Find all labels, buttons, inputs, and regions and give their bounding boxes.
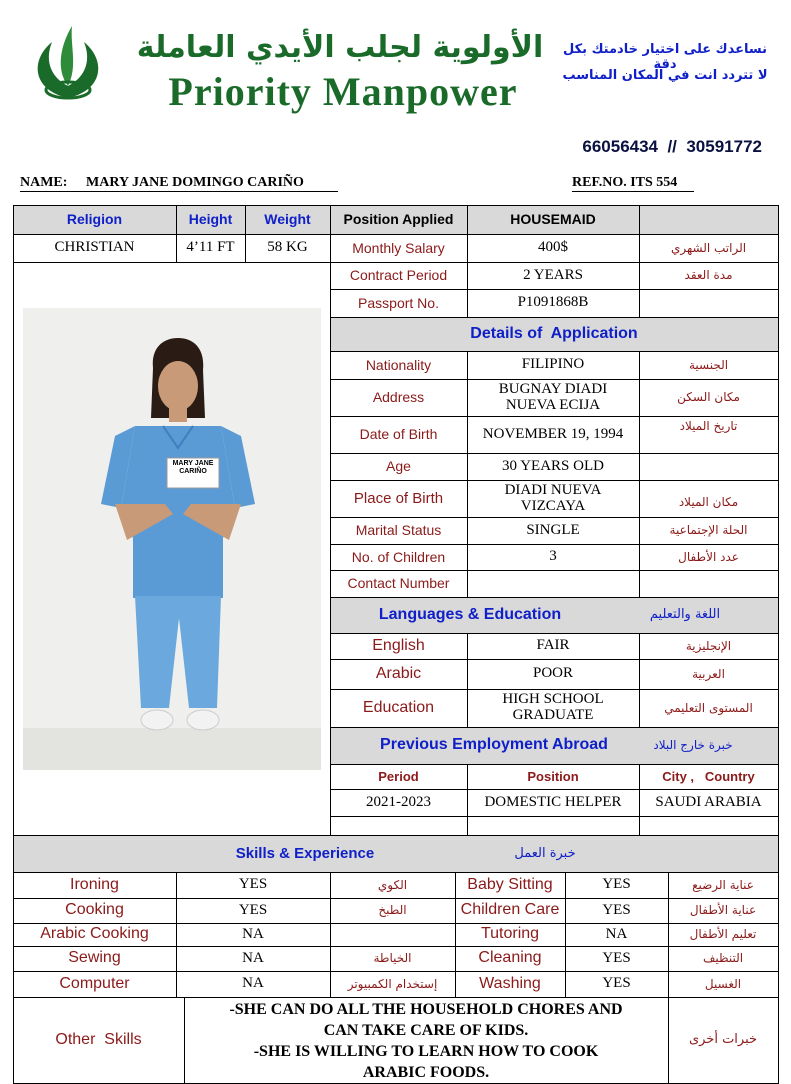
- nationality-label: Nationality: [365, 356, 432, 373]
- skill-arabic-cooking-value: NA: [242, 925, 264, 942]
- english-value: FAIR: [536, 637, 570, 654]
- height-value: 4’11 FT: [186, 239, 235, 256]
- skill-tutoring-label-ar: تعليم الأطفال: [689, 927, 757, 942]
- skill-cooking-value: YES: [238, 901, 268, 918]
- skill-ironing-value: YES: [238, 876, 268, 893]
- skill-ironing-label-ar: الكوي: [377, 877, 408, 892]
- dob-label-ar: تاريخ الميلاد: [679, 418, 738, 433]
- candidate-photo: [23, 308, 321, 770]
- position-applied-header: Position Applied: [343, 211, 454, 228]
- skill-sewing-value: NA: [242, 949, 264, 966]
- children-label-ar: عدد الأطفال: [678, 549, 739, 564]
- religion-value: CHRISTIAN: [54, 239, 135, 256]
- skill-computer-value: NA: [242, 975, 264, 992]
- employment-title: Previous Employment Abroad: [380, 736, 608, 754]
- employment-position-header: Position: [527, 768, 579, 784]
- skill-computer-label-ar: إستخدام الكمبيوتر: [347, 976, 438, 991]
- contract-label-ar: مدة العقد: [684, 268, 733, 283]
- skill-washing-label-ar: الغسيل: [704, 976, 742, 991]
- skill-children-care-value: YES: [602, 901, 631, 918]
- employment-period-value: 2021-2023: [366, 793, 431, 810]
- height-header: Height: [188, 211, 233, 228]
- passport-value: P1091868B: [517, 294, 589, 311]
- skill-sewing-label: Sewing: [68, 949, 121, 967]
- salary-label: Monthly Salary: [352, 239, 445, 256]
- skill-baby-sitting-label-ar: عناية الرضيع: [692, 877, 754, 892]
- brand-english-name: Priority Manpower: [168, 69, 518, 114]
- languages-title-ar: اللغة والتعليم: [649, 607, 721, 623]
- skill-tutoring-value: NA: [605, 925, 628, 942]
- contact-number-label: Contact Number: [347, 575, 450, 592]
- arabic-value: POOR: [532, 665, 573, 682]
- slogan-line-1: نساعدك على اختيار خادمتك بكل دقة: [563, 42, 767, 72]
- other-skills-line-4: ARABIC FOODS.: [362, 1064, 490, 1081]
- weight-header: Weight: [264, 211, 311, 228]
- application-title: Details of Application: [470, 324, 638, 342]
- arabic-label-ar: العربية: [692, 666, 725, 681]
- brand-arabic-name: الأولوية لجلب الأيدي العاملة: [136, 30, 544, 65]
- skills-title-ar: خبرة العمل: [514, 845, 576, 861]
- children-label: No. of Children: [351, 548, 446, 565]
- other-skills-label-ar: خبرات أخرى: [688, 1032, 758, 1048]
- nationality-value: FILIPINO: [521, 356, 585, 373]
- other-skills-line-3: -SHE IS WILLING TO LEARN HOW TO COOK: [253, 1043, 599, 1060]
- address-label: Address: [372, 389, 425, 406]
- skill-cooking-label-ar: الطبخ: [378, 903, 407, 918]
- arabic-label: Arabic: [375, 664, 422, 682]
- religion-header: Religion: [66, 211, 123, 228]
- other-skills-text: [184, 999, 668, 1083]
- salary-label-ar: الراتب الشهري: [670, 240, 747, 255]
- skill-baby-sitting-label: Baby Sitting: [467, 875, 553, 893]
- education-label-ar: المستوى التعليمي: [664, 700, 753, 715]
- weight-value: 58 KG: [267, 239, 308, 256]
- skill-sewing-label-ar: الخياطة: [373, 951, 412, 966]
- skill-cleaning-value: YES: [602, 949, 631, 966]
- nationality-label-ar: الجنسية: [688, 357, 729, 372]
- english-label: English: [372, 636, 425, 654]
- skill-cleaning-label: Cleaning: [478, 949, 542, 967]
- employment-title-ar: خبرة خارج البلاد: [653, 738, 733, 753]
- contract-value: 2 YEARS: [523, 266, 583, 283]
- employment-period-header: Period: [378, 768, 419, 784]
- place-of-birth-label-ar: مكان الميلاد: [678, 495, 739, 510]
- place-of-birth-value: DIADI NUEVA VIZCAYA: [504, 481, 602, 514]
- skills-title: Skills & Experience: [235, 844, 375, 862]
- dob-value: NOVEMBER 19, 1994: [482, 425, 624, 442]
- employment-position-value: DOMESTIC HELPER: [484, 793, 622, 810]
- slogan-line-2: لا تتردد انت في المكان المناسب: [562, 68, 768, 83]
- education-label: Education: [362, 698, 435, 716]
- address-label-ar: مكان السكن: [677, 390, 740, 405]
- other-skills-line-1: -SHE CAN DO ALL THE HOUSEHOLD CHORES AND: [229, 1001, 623, 1018]
- skill-tutoring-label: Tutoring: [480, 925, 540, 943]
- dob-label: Date of Birth: [359, 426, 438, 443]
- skill-arabic-cooking-label: Arabic Cooking: [40, 925, 149, 943]
- contract-label: Contract Period: [349, 267, 448, 284]
- skill-washing-label: Washing: [479, 974, 541, 992]
- employment-country-value: SAUDI ARABIA: [655, 793, 762, 810]
- reference-number: REF.NO. ITS 554: [572, 175, 678, 190]
- skill-ironing-label: Ironing: [70, 875, 119, 893]
- age-value: 30 YEARS OLD: [502, 457, 604, 474]
- marital-status-value: SINGLE: [526, 521, 580, 538]
- english-label-ar: الإنجليزية: [685, 638, 732, 653]
- skill-cooking-label: Cooking: [65, 901, 124, 919]
- candidate-name: MARY JANE DOMINGO CARIÑO: [86, 175, 304, 190]
- passport-label: Passport No.: [358, 294, 439, 311]
- address-value: BUGNAY DIADI NUEVA ECIJA: [498, 380, 608, 413]
- languages-title: Languages & Education: [378, 605, 562, 623]
- other-skills-line-2: CAN TAKE CARE OF KIDS.: [323, 1022, 529, 1039]
- contact-number-value: [467, 570, 639, 597]
- other-skills-label: Other Skills: [55, 1030, 142, 1048]
- marital-status-label-ar: الحلة الإجتماعية: [669, 523, 748, 538]
- position-applied-value: HOUSEMAID: [510, 211, 596, 228]
- salary-value: 400$: [538, 239, 568, 256]
- phone-numbers: 66056434 // 30591772: [582, 137, 762, 156]
- skill-cleaning-label-ar: التنظيف: [702, 951, 744, 966]
- place-of-birth-label: Place of Birth: [353, 489, 444, 507]
- marital-status-label: Marital Status: [355, 522, 442, 539]
- company-logo: [22, 20, 114, 102]
- skill-baby-sitting-value: YES: [602, 876, 631, 893]
- photo-name-tag: MARY JANE CARIÑO: [172, 460, 214, 476]
- children-value: 3: [549, 548, 557, 565]
- education-value: HIGH SCHOOL GRADUATE: [502, 691, 604, 723]
- skill-children-care-label: Children Care: [460, 901, 560, 919]
- name-label: NAME:: [20, 175, 68, 190]
- age-label: Age: [386, 458, 411, 475]
- skill-washing-value: YES: [602, 975, 631, 992]
- skill-computer-label: Computer: [59, 974, 130, 992]
- employment-country-header: City , Country: [662, 768, 755, 784]
- skill-children-care-label-ar: عناية الأطفال: [689, 903, 757, 918]
